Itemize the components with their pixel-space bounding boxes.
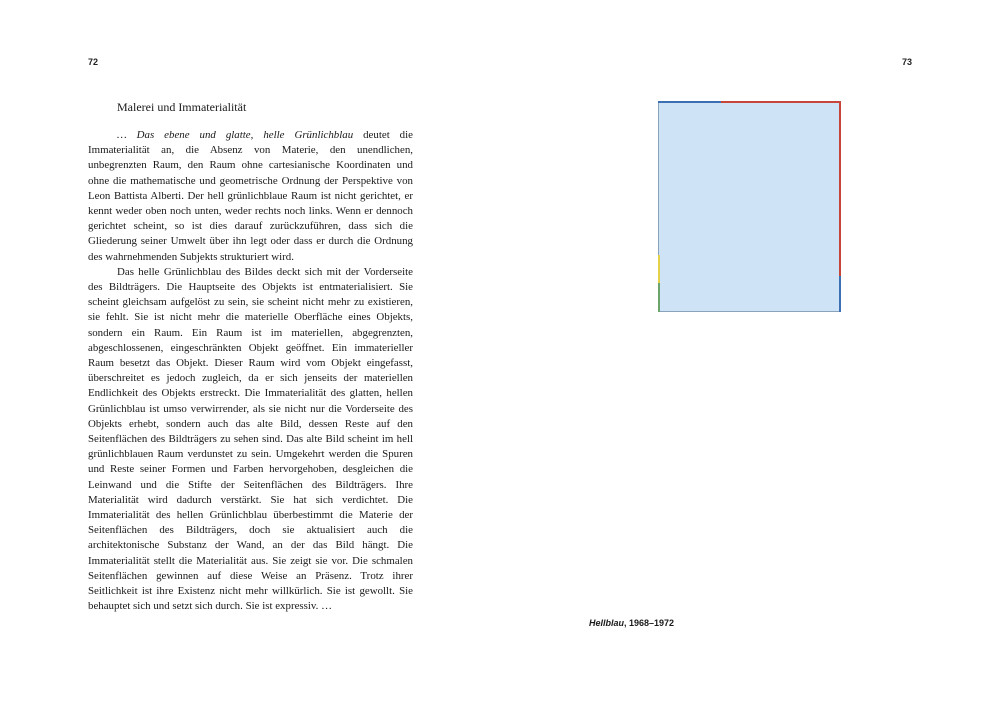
artwork-image xyxy=(658,101,841,312)
page-number-left: 72 xyxy=(88,57,99,67)
caption-date: , 1968–1972 xyxy=(624,618,675,628)
paragraph-1-text: deutet die Immaterialität an, die Absenz von Materie, den unendlichen, unbegrenzten Raum, den Raum ohne cartesianische Koordinaten und ohne die mathematische und geometrische Ordnung der Perspektive von Leon Battista Alberti. Der hell grünlichblaue Raum ist nicht gerichtet, er kennt weder oben noch unten, weder rechts noch links. Wenn er dennoch gerichtet scheint, so ist dies darauf zurückzuführen, dass sich die Gliederung seiner Umwelt über ihn legt oder dass er durch die Ordnung des wahrnehmenden Subjekts strukturiert wird. xyxy=(88,129,413,263)
artwork-caption xyxy=(589,618,674,628)
artwork-edge-top-red xyxy=(721,101,841,103)
artwork-edge-right-red xyxy=(839,101,841,276)
artwork-edge-right-blue xyxy=(839,276,841,312)
paragraph-1-lead: … Das ebene und glatte, helle Grünlichblau xyxy=(117,129,354,141)
paragraph-2-text: Das helle Grünlichblau des Bildes deckt sich mit der Vorderseite des Bildträgers. Die Hauptseite des Objekts ist entmaterialisiert. Sie scheint gleichsam aufgelöst zu sein, sie scheint nicht mehr zu existieren, sie fehlt. Sie ist nicht mehr die materielle Oberfläche eines Objekts, sondern ein Raum. Ein Raum ist im materiellen, abgegrenzten, abgeschlossenen, eingeschränkten Objekt geöffnet. Ein immaterieller Raum besetzt das Objekt. Dieser Raum wird vom Objekt eingefasst, überschreitet es jedoch zugleich, da er sich jenseits der materiellen Endlichkeit des Objekts erstreckt. Die Immaterialität des glatten, hellen Grünlichblau ist umso verwirrender, als sie nicht nur die Vorderseite des Objekts erhebt, sondern auch das alte Bild, dessen Reste auf den Seitenflächen des Bildträgers zu sehen sind. Das alte Bild scheint im hell grünlichblauen Raum verdunstet zu sein. Umgekehrt werden die Spuren und Reste seiner Formen und Farben hervorgehoben, desgleichen die Leinwand und die Stifte der Seitenflächen des Bildträgers. Ihre Materialität wird dadurch verstärkt. Sie hat sich verdichtet. Die Immaterialität des hellen Grünlichblau überbestimmt die Materie der Seitenflächen des Bildträgers, doch sie aktualisiert auch die architektonische Substanz der Wand, an der das Bild hängt. Die Immaterialität stellt die Materialität aus. Sie zeigt sie vor. Die schmalen Seitenflächen gewinnen auf diese Weise an Präsenz. Trotz ihrer Seitlichkeit ist ihre Existenz nicht mehr willkürlich. Sie ist gewollt. Sie behauptet sich und setzt sich durch. Sie ist expressiv. … xyxy=(88,265,413,613)
body-text xyxy=(88,128,413,615)
artwork-edge-left-yellow xyxy=(658,255,660,283)
paragraph-1 xyxy=(88,128,413,265)
caption-title: Hellblau xyxy=(589,618,625,628)
paragraph-2 xyxy=(88,265,413,615)
artwork-edge-left-green xyxy=(658,283,660,312)
artwork-edge-top-blue xyxy=(658,101,721,103)
section-heading: Malerei und Immaterialität xyxy=(117,100,247,114)
page-number-right: 73 xyxy=(902,57,913,67)
